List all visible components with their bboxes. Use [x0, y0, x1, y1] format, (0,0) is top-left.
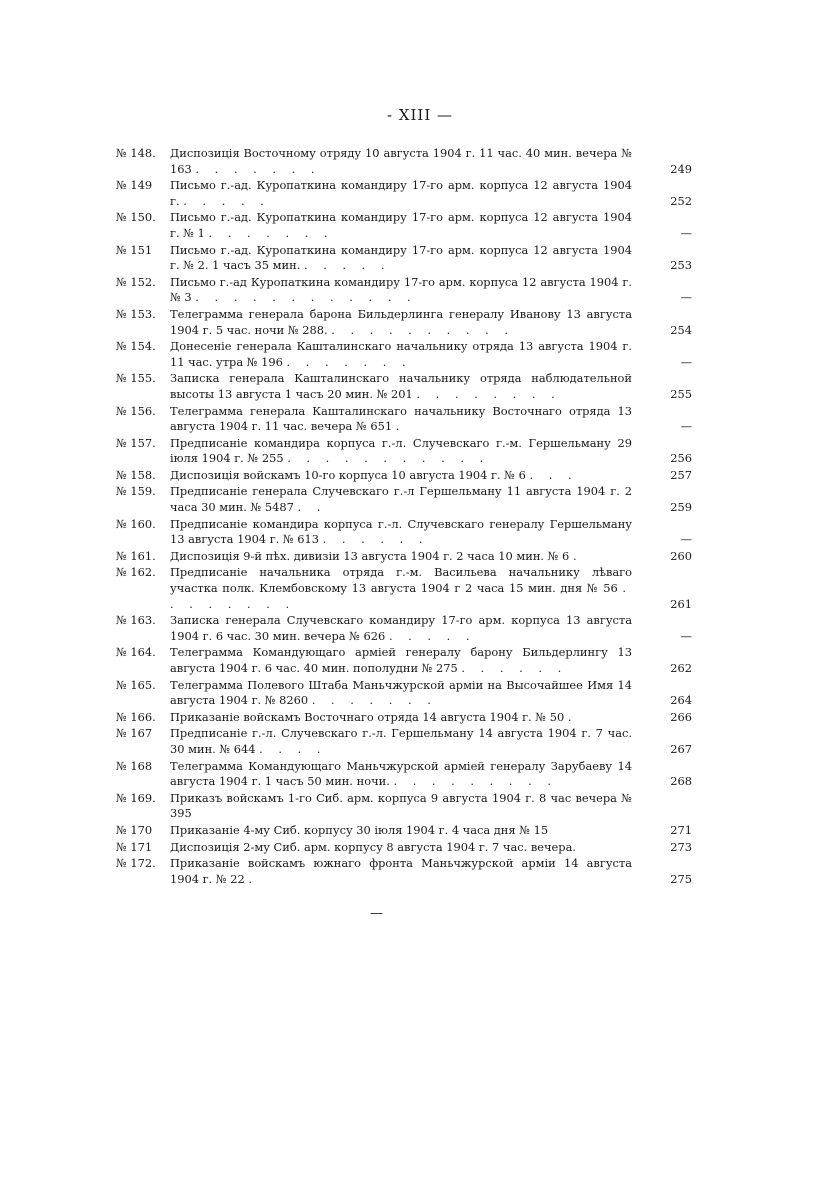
entry-title: [170, 840, 632, 856]
toc-entry: [112, 371, 692, 402]
entry-number: № 168: [116, 758, 153, 773]
toc-entry: [112, 517, 692, 548]
entry-number: № 152.: [116, 274, 156, 289]
toc-entry: [112, 678, 692, 709]
entry-page-number: —: [680, 354, 692, 369]
entry-page-number: 261: [670, 596, 692, 611]
leader-dots: . . . . . .: [461, 661, 568, 675]
toc-entry: [112, 613, 692, 644]
toc-entry: [112, 468, 692, 484]
toc-entry: [112, 710, 692, 726]
entry-page-number: 256: [670, 451, 692, 466]
entry-title-text: Предписаніе генерала Случевскаго г.-л Гершельману 11 августа 1904 г. 2 часа 30 мин. № 5487: [170, 484, 632, 515]
leader-dots: . . . . .: [388, 628, 476, 643]
toc-entry: [112, 856, 692, 887]
entry-number: № 156.: [116, 403, 156, 418]
entry-title-text: Предписаніе г.-л. Случевскаго г.-л. Гершельману 14 августа 1904 г. 7 час. 30 мин. № 644: [170, 726, 632, 756]
leader-dots: . . . . . . .: [195, 161, 321, 176]
entry-title: [170, 856, 632, 887]
entry-page-number: 255: [670, 386, 692, 401]
entry-page-number: —: [680, 532, 692, 547]
leader-dots: .: [567, 709, 578, 724]
leader-dots: .: [248, 871, 258, 886]
toc-entry: [112, 484, 692, 515]
toc-entry: [112, 339, 692, 370]
entry-title-text: Донесеніе генерала Кашталинскаго начальнику отряда 13 августа 1904 г. 11 час. утра № 196: [170, 339, 632, 369]
entry-page-number: —: [680, 628, 692, 643]
entry-title-text: Приказаніе войскамъ Восточнаго отряда 14 августа 1904 г. № 50: [170, 709, 565, 724]
entry-number: № 160.: [116, 516, 156, 531]
toc-entry: [112, 404, 692, 435]
leader-dots: . . . . . . . .: [416, 386, 561, 401]
entry-title-text: Предписаніе начальника отряда г.-м. Васильева начальнику лѣваго участка полк. Клембовскому 13 августа 1904 г 2 часа 15 мин. дня № 56: [170, 565, 632, 596]
leader-dots: . . . . .: [303, 258, 391, 273]
entry-title-text: Приказъ войскамъ 1-го Сиб. арм. корпуса 9 августа 1904 г. 8 час вечера № 395: [170, 790, 632, 821]
footer-dash: —: [370, 906, 383, 921]
entry-number: № 157.: [116, 435, 156, 450]
entry-page-number: 267: [670, 741, 692, 756]
entry-page-number: —: [680, 419, 692, 434]
toc-entry: [112, 823, 692, 839]
entry-page-number: 257: [670, 467, 692, 482]
toc-entry: [112, 210, 692, 241]
entry-title-text: Предписаніе командира корпуса г.-л. Случевскаго г.-м. Гершельману 29 іюля 1904 г. № 255: [170, 435, 632, 466]
entry-title: [170, 404, 632, 435]
entry-title: [170, 565, 632, 612]
toc-entry: [112, 549, 692, 565]
entry-title: [170, 210, 632, 241]
toc-entry: [112, 178, 692, 209]
entry-title-text: Диспозиція Восточному отряду 10 августа 1904 г. 11 час. 40 мин. вечера № 163: [170, 146, 632, 176]
entry-title-text: Письмо г.-ад. Куропаткина командиру 17-го арм. корпуса 12 августа 1904 г. № 2. 1 часъ 35 мин.: [170, 242, 632, 273]
entry-page-number: 259: [670, 500, 692, 515]
entry-title-text: Письмо г.-ад. Куропаткина командиру 17-го арм. корпуса 12 августа 1904 г. № 1: [170, 210, 632, 240]
leader-dots: . . . . . . . . . .: [331, 322, 515, 337]
entry-title-text: Предписаніе командира корпуса г.-л. Случевскаго генералу Гершельману 13 августа 1904 г. № 613: [170, 516, 632, 547]
entry-title: [170, 468, 632, 484]
entry-page-number: 260: [670, 548, 692, 563]
entry-title: [170, 710, 632, 726]
toc-entry: [112, 243, 692, 274]
entry-number: № 167: [116, 726, 153, 741]
entry-page-number: 266: [670, 709, 692, 724]
entry-title-text: Письмо г.-ад. Куропаткина командиру 17-го арм. корпуса 12 августа 1904 г.: [170, 178, 632, 208]
entry-page-number: 262: [670, 661, 692, 675]
entry-page-number: 254: [670, 322, 692, 337]
entry-number: № 162.: [116, 565, 156, 580]
entry-page-number: 275: [670, 871, 692, 886]
page-number-header: - XIII —: [386, 106, 454, 124]
entry-title-text: Диспозиція 2-му Сиб. арм. корпусу 8 августа 1904 г. 7 час. вечера.: [170, 839, 576, 854]
entry-page-number: 252: [670, 193, 692, 208]
entry-title: [170, 339, 632, 370]
entry-title: [170, 726, 632, 757]
leader-dots: . . . . . . .: [208, 225, 334, 240]
entry-title: [170, 436, 632, 467]
leader-dots: . . . .: [259, 741, 327, 756]
entry-title-text: Телеграмма генерала Кашталинскаго начальнику Восточнаго отряда 13 августа 1904 г. 11 час. вечера № 651: [170, 403, 632, 434]
entry-page-number: 273: [670, 839, 692, 854]
leader-dots: . .: [297, 500, 327, 515]
entry-number: № 166.: [116, 709, 156, 724]
entry-title-text: Приказаніе 4-му Сиб. корпусу 30 іюля 1904 г. 4 часа дня № 15: [170, 822, 549, 837]
entry-page-number: —: [680, 225, 692, 240]
entry-number: № 151: [116, 242, 153, 257]
leader-dots: . . . . . . .: [311, 693, 437, 708]
table-of-contents: [112, 146, 692, 888]
leader-dots: .: [395, 419, 406, 434]
toc-entry: [112, 645, 692, 676]
leader-dots: . . . . . . . . .: [393, 774, 558, 789]
entry-title: [170, 549, 632, 565]
entry-title: [170, 275, 632, 306]
entry-title-text: Телеграмма Командующаго арміей генералу барону Бильдерлингу 13 августа 1904 г. 6 час. 40 мин. пополудни № 275: [170, 645, 632, 675]
toc-entry: [112, 146, 692, 177]
entry-title-text: Телеграмма Полевого Штаба Маньчжурской арміи на Высочайшее Имя 14 августа 1904 г. № 8260: [170, 677, 632, 708]
entry-title-text: Телеграмма Командующаго Маньчжурской арміей генералу Зарубаеву 14 августа 1904 г. 1 часъ 50 мин. ночи.: [170, 758, 632, 789]
entry-title-text: Телеграмма генерала барона Бильдерлинга генералу Иванову 13 августа 1904 г. 5 час. ночи № 288.: [170, 306, 632, 337]
entry-number: № 163.: [116, 613, 156, 628]
toc-entry: [112, 759, 692, 790]
leader-dots: . . . . . .: [322, 532, 429, 547]
entry-number: № 171: [116, 839, 153, 854]
entry-title: [170, 484, 632, 515]
toc-entry: [112, 307, 692, 338]
toc-entry: [112, 726, 692, 757]
entry-number: № 148.: [116, 146, 156, 160]
toc-entry: [112, 436, 692, 467]
entry-title: [170, 517, 632, 548]
entry-number: № 154.: [116, 339, 156, 354]
entry-title: [170, 791, 632, 822]
entry-page-number: 271: [670, 822, 692, 837]
entry-title: [170, 307, 632, 338]
leader-dots: . . . . . . . . . . .: [287, 451, 490, 466]
entry-number: № 172.: [116, 856, 156, 871]
entry-title-text: Диспозиція 9-й пѣх. дивизіи 13 августа 1904 г. 2 часа 10 мин. № 6: [170, 548, 570, 563]
entry-number: № 159.: [116, 484, 156, 499]
leader-dots: . . .: [529, 467, 578, 482]
leader-dots: . . . . .: [183, 193, 270, 208]
toc-entry: [112, 275, 692, 306]
entry-number: № 158.: [116, 467, 156, 482]
leader-dots: . . . . . . .: [286, 354, 412, 369]
entry-number: № 169.: [116, 790, 156, 805]
entry-title: [170, 371, 632, 402]
entry-number: № 165.: [116, 677, 156, 692]
toc-entry: [112, 565, 692, 612]
entry-title: [170, 678, 632, 709]
entry-title: [170, 613, 632, 644]
leader-dots: . . . . . . . . . . . .: [195, 290, 417, 305]
entry-title-text: Записка генерала Кашталинскаго начальнику отряда наблюдательной высоты 13 августа 1 часъ 20 мин. № 201: [170, 371, 632, 401]
entry-number: № 164.: [116, 645, 156, 660]
entry-number: № 150.: [116, 210, 156, 225]
entry-title-text: Приказаніе войскамъ южнаго фронта Маньчжурской арміи 14 августа 1904 г. № 22: [170, 856, 632, 886]
entry-title: [170, 823, 632, 839]
toc-entry: [112, 791, 692, 822]
entry-title: [170, 759, 632, 790]
entry-number: № 161.: [116, 548, 156, 563]
entry-title: [170, 243, 632, 274]
toc-entry: [112, 840, 692, 856]
entry-page-number: 253: [670, 258, 692, 273]
leader-dots: .: [572, 548, 583, 563]
entry-title-text: Записка генерала Случевскаго командиру 17-го арм. корпуса 13 августа 1904 г. 6 час. 30 мин. вечера № 626: [170, 613, 632, 643]
entry-title-text: Письмо г.-ад Куропаткина командиру 17-го арм. корпуса 12 августа 1904 г. № 3: [170, 274, 632, 305]
entry-number: № 155.: [116, 371, 156, 386]
entry-page-number: 268: [670, 774, 692, 789]
entry-title: [170, 645, 632, 676]
entry-number: № 149: [116, 178, 153, 193]
entry-number: № 153.: [116, 306, 156, 321]
entry-page-number: —: [680, 290, 692, 305]
entry-title: [170, 146, 632, 177]
entry-page-number: 264: [670, 693, 692, 708]
leader-dots: . . . . . . . .: [170, 581, 632, 611]
entry-title-text: Диспозиція войскамъ 10-го корпуса 10 августа 1904 г. № 6: [170, 467, 526, 482]
entry-number: № 170: [116, 822, 153, 837]
entry-title: [170, 178, 632, 209]
entry-page-number: 249: [670, 161, 692, 176]
